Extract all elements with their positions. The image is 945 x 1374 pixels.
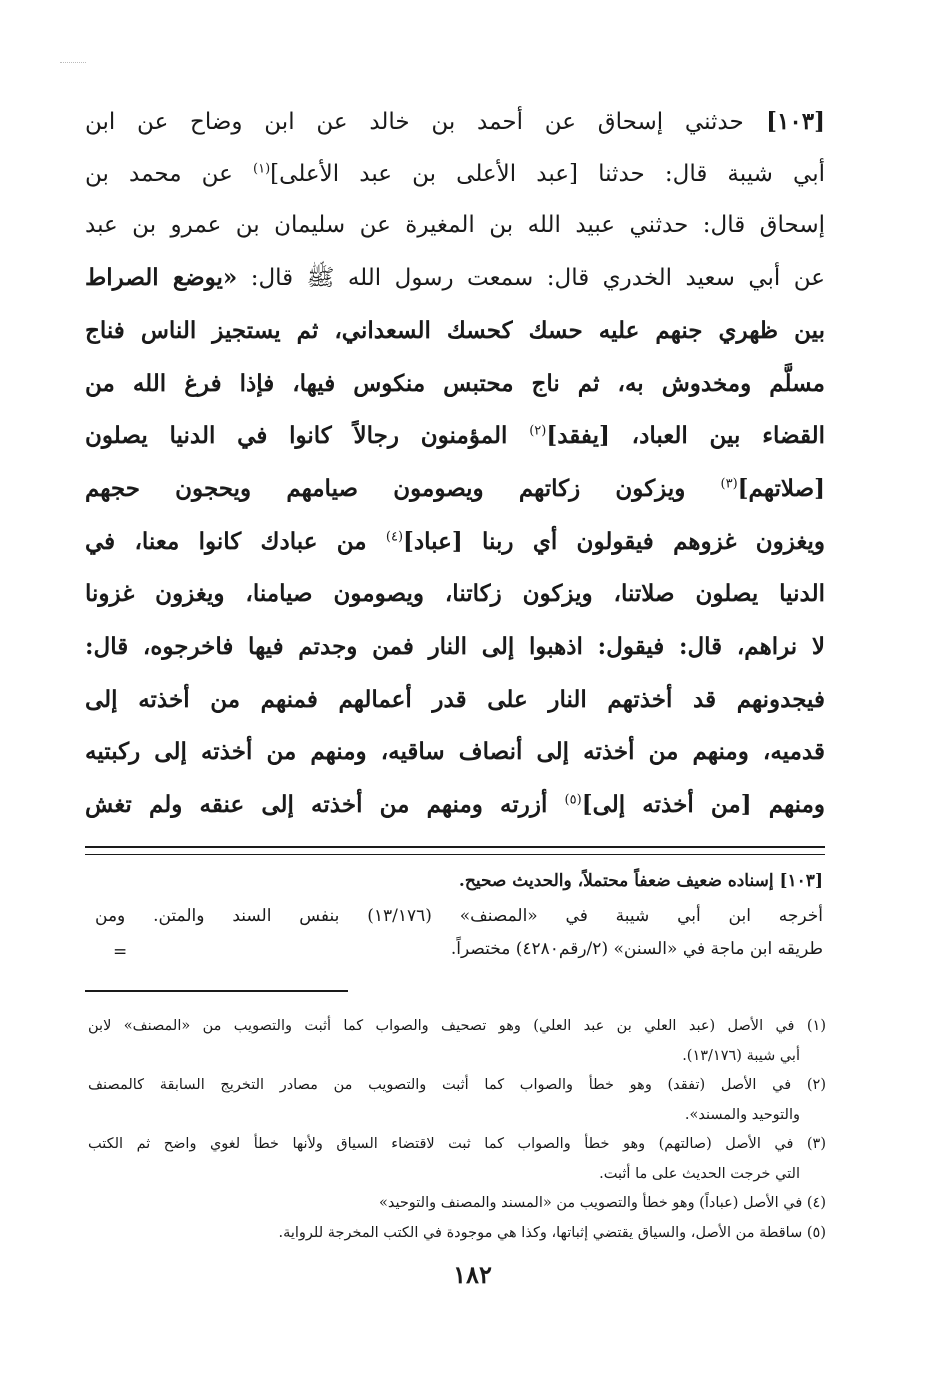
hadith-matn-text: المؤمنون رجالاً كانوا في الدنيا يصلون — [85, 422, 530, 450]
footnote — [88, 1219, 826, 1249]
double-separator-rule — [85, 846, 825, 855]
hadith-matn-text: قدميه، ومنهم من أخذته إلى أنصاف ساقيه، ومنهم من أخذته إلى ركبتيه — [85, 738, 825, 766]
footnote-line: (٥) ساقطة من الأصل، والسياق يقتضي إثباتها، وكذا هي موجودة في الكتب المخرجة للرواية. — [278, 1224, 826, 1241]
footnote-reference: (٣) — [720, 476, 738, 492]
hadith-line — [85, 621, 825, 674]
hadith-isnad-text: إسحاق قال: حدثني عبيد الله بن المغيرة عن سليمان بن عمرو بن عبد — [85, 212, 825, 239]
continuation-mark: = — [113, 942, 128, 962]
footnote — [88, 1071, 826, 1130]
hadith-line — [85, 674, 825, 727]
hadith-matn-text: الدنيا يصلون صلاتنا، ويزكون زكاتنا، ويصومون صيامنا، ويغزون غزونا — [85, 580, 825, 608]
footnote-line: التي خرجت الحديث على ما أثبت. — [599, 1165, 800, 1182]
hadith-line — [85, 726, 825, 779]
footnote-reference: (٥) — [564, 792, 582, 808]
hadith-isnad-text: أبي شيبة قال: حدثنا [عبد الأعلى بن عبد الأعلى] — [270, 160, 825, 187]
footnote-reference: (٤) — [385, 528, 404, 544]
hadith-matn-text: ويزكون زكاتهم ويصومون صيامهم ويحجون حجهم — [85, 474, 721, 502]
footnote-line: (١) في الأصل (عبد العلي بن عبد العلي) وهو تصحيف والصواب كما أثبت والتصويب من «المصنف» لابن — [88, 1018, 826, 1034]
hadith-line — [85, 96, 825, 149]
footnote-line: أبي شيبة (١٣/١٧٦). — [682, 1047, 800, 1064]
page-body — [85, 96, 825, 832]
takhrij-section — [95, 862, 823, 966]
footnote — [88, 1012, 826, 1071]
hadith-line — [85, 200, 825, 252]
hadith-line — [85, 358, 825, 411]
hadith-line — [85, 516, 825, 569]
hadith-matn-text: [صلاتهم] — [737, 474, 825, 502]
page-number: ١٨٢ — [453, 1260, 492, 1289]
hadith-line — [85, 305, 825, 358]
hadith-line — [85, 410, 825, 463]
hadith-matn-text: أزرته ومنهم من أخذته إلى عنقه ولم تغش — [85, 791, 565, 819]
hadith-matn-text: فيجدونهم قد أخذتهم النار على قدر أعمالهم فمنهم من أخذته إلى — [85, 685, 825, 713]
hadith-line — [85, 149, 825, 201]
footnote-reference: (١) — [253, 161, 271, 177]
scan-corner-mark — [60, 62, 86, 63]
hadith-isnad-text: عن أبي سعيد الخدري قال: سمعت رسول الله ﷺ قال: — [237, 265, 825, 292]
takhrij-line: طريقه ابن ماجة في «السنن» (٢/رقم٤٢٨٠) مختصراً. — [450, 939, 823, 959]
hadith-matn-text: مسلَّم ومخدوش به، ثم ناج محتبس منكوس فيها، فإذا فرغ الله من — [85, 369, 825, 397]
hadith-line — [85, 463, 825, 516]
hadith-line — [85, 779, 825, 832]
takhrij-heading: [١٠٣] إسناده ضعيف ضعفاً محتملاً، والحديث صحيح. — [458, 871, 823, 891]
hadith-isnad-text: عن محمد بن — [85, 160, 254, 187]
hadith-isnad-text: حدثني إسحاق عن أحمد بن خالد عن ابن وضاح عن ابن — [85, 109, 744, 135]
hadith-matn-text: «يوضع الصراط — [85, 264, 238, 292]
hadith-matn-text: ومنهم [من أخذته إلى] — [581, 791, 825, 819]
hadith-matn-text: من عبادك كانوا معنا، في — [85, 527, 386, 555]
hadith-line — [85, 568, 825, 621]
footnotes — [88, 1012, 826, 1248]
footnote — [88, 1189, 826, 1219]
hadith-matn-text: القضاء بين العباد، [يفقد] — [546, 422, 825, 450]
footnote-separator-rule — [85, 990, 348, 992]
hadith-matn-text: [١٠٣] — [743, 108, 825, 135]
hadith-matn-text: لا نراهم، قال: فيقول: اذهبوا إلى النار فمن وجدتم فيها فاخرجوه، قال: — [85, 633, 825, 661]
hadith-line — [85, 252, 825, 305]
footnote — [88, 1130, 826, 1189]
hadith-matn-text: بين ظهري جنهم عليه حسك كحسك السعداني، ثم يستجيز الناس فناج — [85, 316, 825, 344]
hadith-text — [85, 96, 825, 832]
footnote-line: (٢) في الأصل (تفقد) وهو خطأ والصواب كما أثبت والتصويب من مصادر التخريج السابقة كالمصنف — [88, 1077, 826, 1093]
footnote-line: (٣) في الأصل (صالتهم) وهو خطأ والصواب كما ثبت لاقتضاء السياق ولأنها خطأ لغوي واضح ثم الكتب — [88, 1136, 826, 1152]
footnote-line: والتوحيد والمسند». — [684, 1106, 800, 1123]
footnote-reference: (٢) — [529, 423, 547, 439]
takhrij-line: أخرجه ابن أبي شيبة في «المصنف» (١٣/١٧٦) بنفس السند والمتن. ومن — [95, 906, 823, 926]
footnote-line: (٤) في الأصل (عباداً) وهو خطأ والتصويب من «المسند والمصنف والتوحيد» — [378, 1195, 826, 1211]
hadith-matn-text: ويغزون غزوهم فيقولون أي ربنا [عباد] — [403, 527, 825, 555]
